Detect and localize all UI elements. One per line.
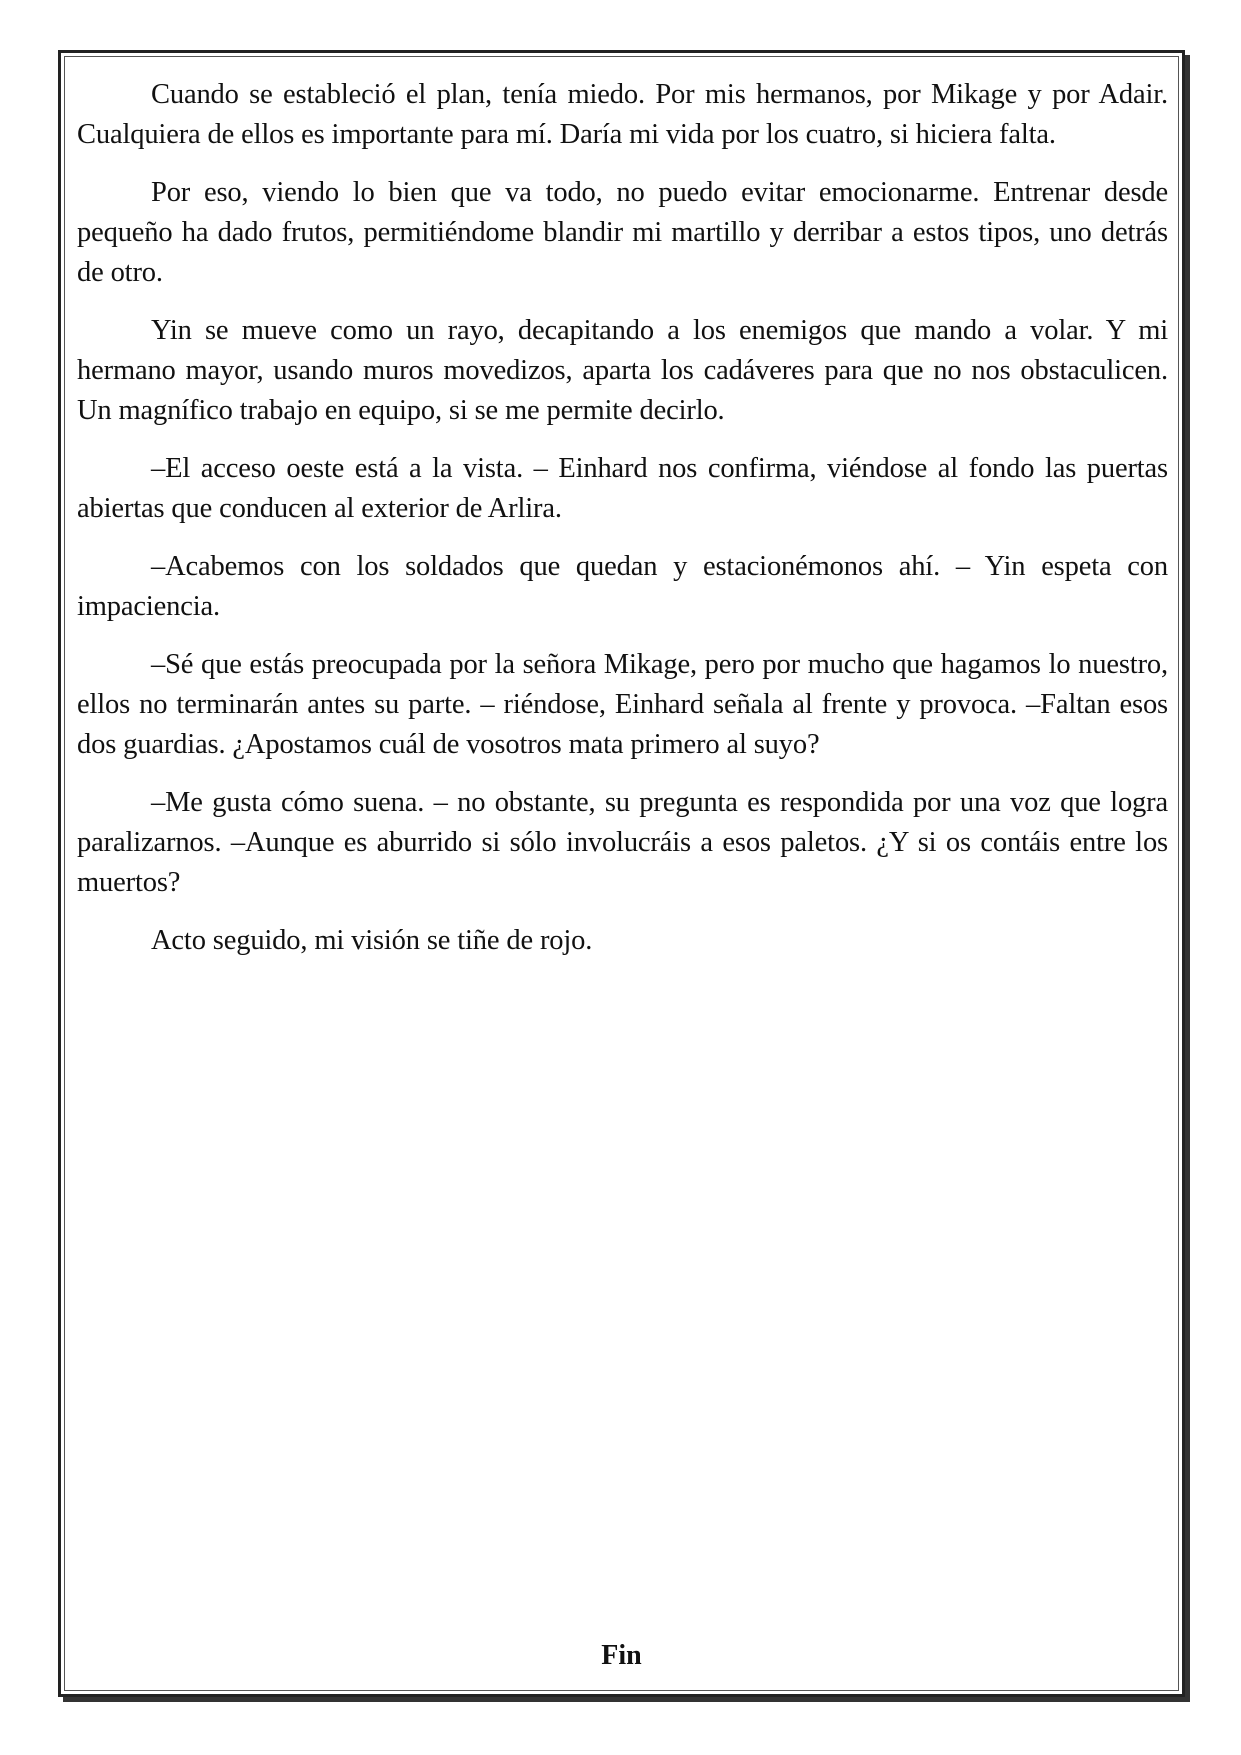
paragraph-8: Acto seguido, mi visión se tiñe de rojo. bbox=[151, 925, 593, 956]
page-frame bbox=[58, 50, 1185, 1697]
text-body bbox=[77, 75, 1168, 979]
paragraph-3: Yin se mueve como un rayo, decapitando a los enemigos que mando a volar. Y mi hermano mayor, usando muros movedizos, aparta los cadáveres para que no nos obstaculicen. Un magnífico trabajo en equipo, si se me permite decirlo. bbox=[77, 315, 1168, 426]
paragraph-4: –El acceso oeste está a la vista. – Einhard nos confirma, viéndose al fondo las puertas abiertas que conducen al exterior de Arlira. bbox=[77, 453, 1168, 524]
paragraph-7: –Me gusta cómo suena. – no obstante, su pregunta es respondida por una voz que logra paralizarnos. –Aunque es aburrido si sólo involucráis a esos paletos. ¿Y si os contáis entre los muertos? bbox=[77, 787, 1168, 898]
paragraph-6: –Sé que estás preocupada por la señora Mikage, pero por mucho que hagamos lo nuestro, ellos no terminarán antes su parte. – riéndose, Einhard señala al frente y provoca. –Faltan esos dos guardias. ¿Apostamos cuál de vosotros mata primero al suyo? bbox=[77, 649, 1168, 760]
paragraph-2: Por eso, viendo lo bien que va todo, no puedo evitar emocionarme. Entrenar desde pequeño ha dado frutos, permitiéndome blandir mi martillo y derribar a estos tipos, uno detrás de otro. bbox=[77, 177, 1168, 288]
paragraph-1: Cuando se estableció el plan, tenía miedo. Por mis hermanos, por Mikage y por Adair. Cualquiera de ellos es importante para mí. Daría mi vida por los cuatro, si hiciera falta. bbox=[77, 79, 1168, 150]
closing-word: Fin bbox=[601, 1640, 642, 1671]
paragraph-5: –Acabemos con los soldados que quedan y estacionémonos ahí. – Yin espeta con impaciencia. bbox=[77, 551, 1168, 622]
